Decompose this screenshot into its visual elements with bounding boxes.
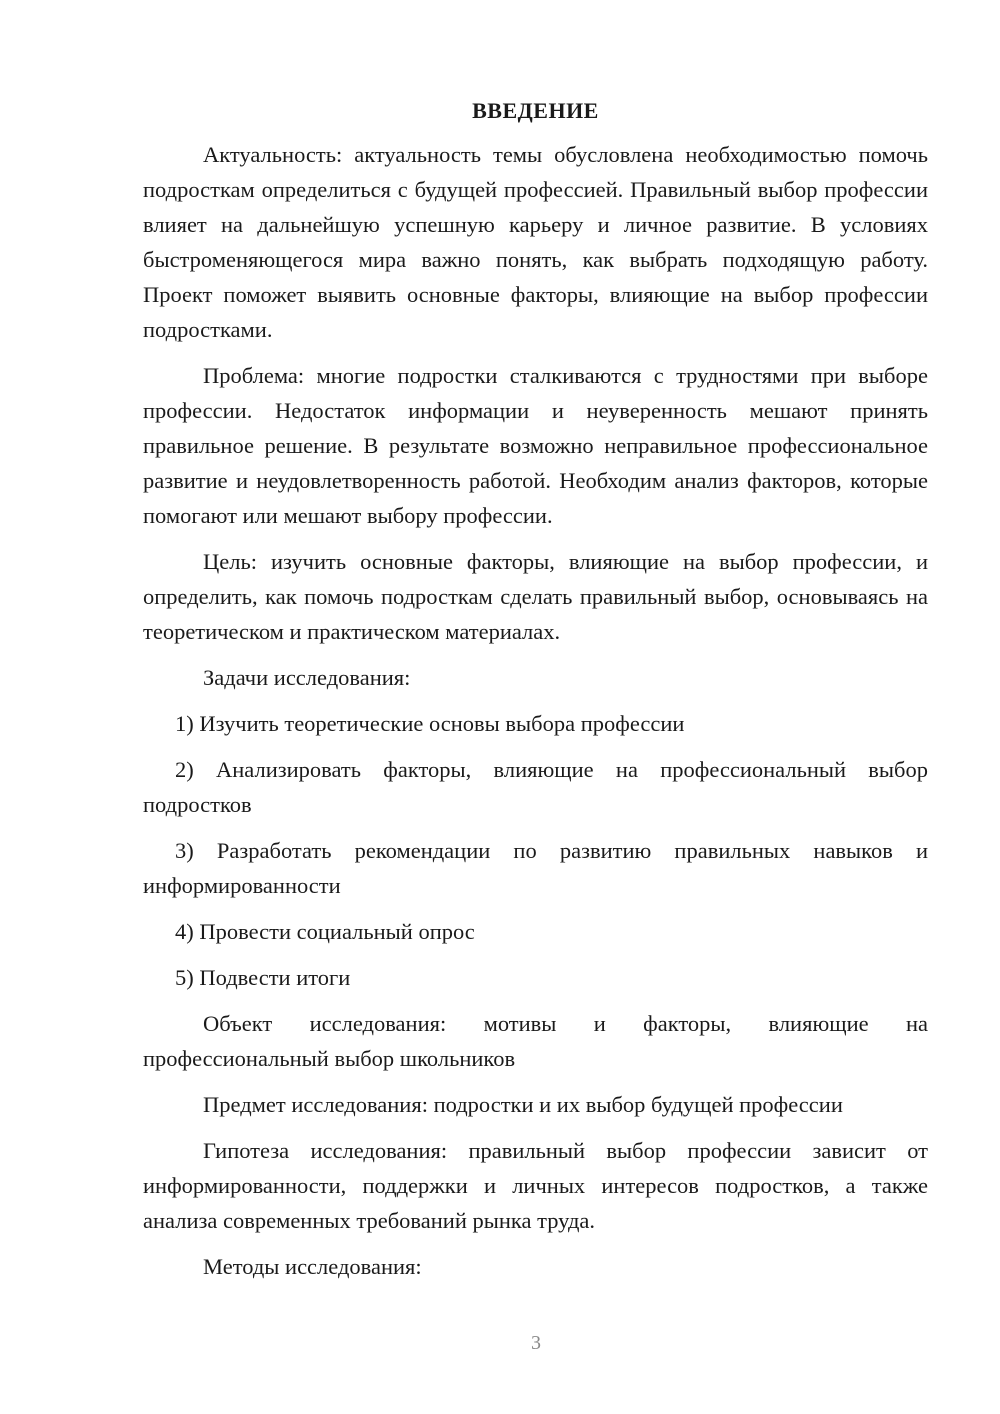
page-content <box>143 95 928 1295</box>
paragraph-object: Объект исследования: мотивы и факторы, влияющие на профессиональный выбор школьников <box>143 1011 928 1071</box>
paragraph-subject: Предмет исследования: подростки и их выбор будущей профессии <box>203 1092 843 1117</box>
paragraph-tasks-intro: Задачи исследования: <box>203 665 411 690</box>
task-item: 1) Изучить теоретические основы выбора профессии <box>175 711 685 736</box>
task-item: 5) Подвести итоги <box>175 965 351 990</box>
task-item: 2) Анализировать факторы, влияющие на профессиональный выбор подростков <box>143 757 928 817</box>
paragraph-goal: Цель: изучить основные факторы, влияющие на выбор профессии, и определить, как помочь подросткам сделать правильный выбор, основываясь на теоретическом и практическом материалах. <box>143 549 928 644</box>
task-item: 3) Разработать рекомендации по развитию правильных навыков и информированности <box>143 838 928 898</box>
paragraph-methods: Методы исследования: <box>203 1254 422 1279</box>
section-heading: ВВЕДЕНИЕ <box>472 98 599 123</box>
paragraph-problem: Проблема: многие подростки сталкиваются с трудностями при выборе профессии. Недостаток информации и неуверенность мешают принять правильное решение. В результате возможно неправильное профессиональное развитие и неудовлетворенность работой. Необходим анализ факторов, которые помогают или мешают выбору профессии. <box>143 363 928 528</box>
page-number: 3 <box>531 1332 541 1354</box>
paragraph-hypothesis: Гипотеза исследования: правильный выбор профессии зависит от информированности, поддержки и личных интересов подростков, а также анализа современных требований рынка труда. <box>143 1138 928 1233</box>
task-item: 4) Провести социальный опрос <box>175 919 475 944</box>
paragraph-relevance: Актуальность: актуальность темы обусловлена необходимостью помочь подросткам определиться с будущей профессией. Правильный выбор профессии влияет на дальнейшую успешную карьеру и личное развитие. В условиях быстроменяющегося мира важно понять, как выбрать подходящую работу. Проект поможет выявить основные факторы, влияющие на выбор профессии подростками. <box>143 142 928 342</box>
